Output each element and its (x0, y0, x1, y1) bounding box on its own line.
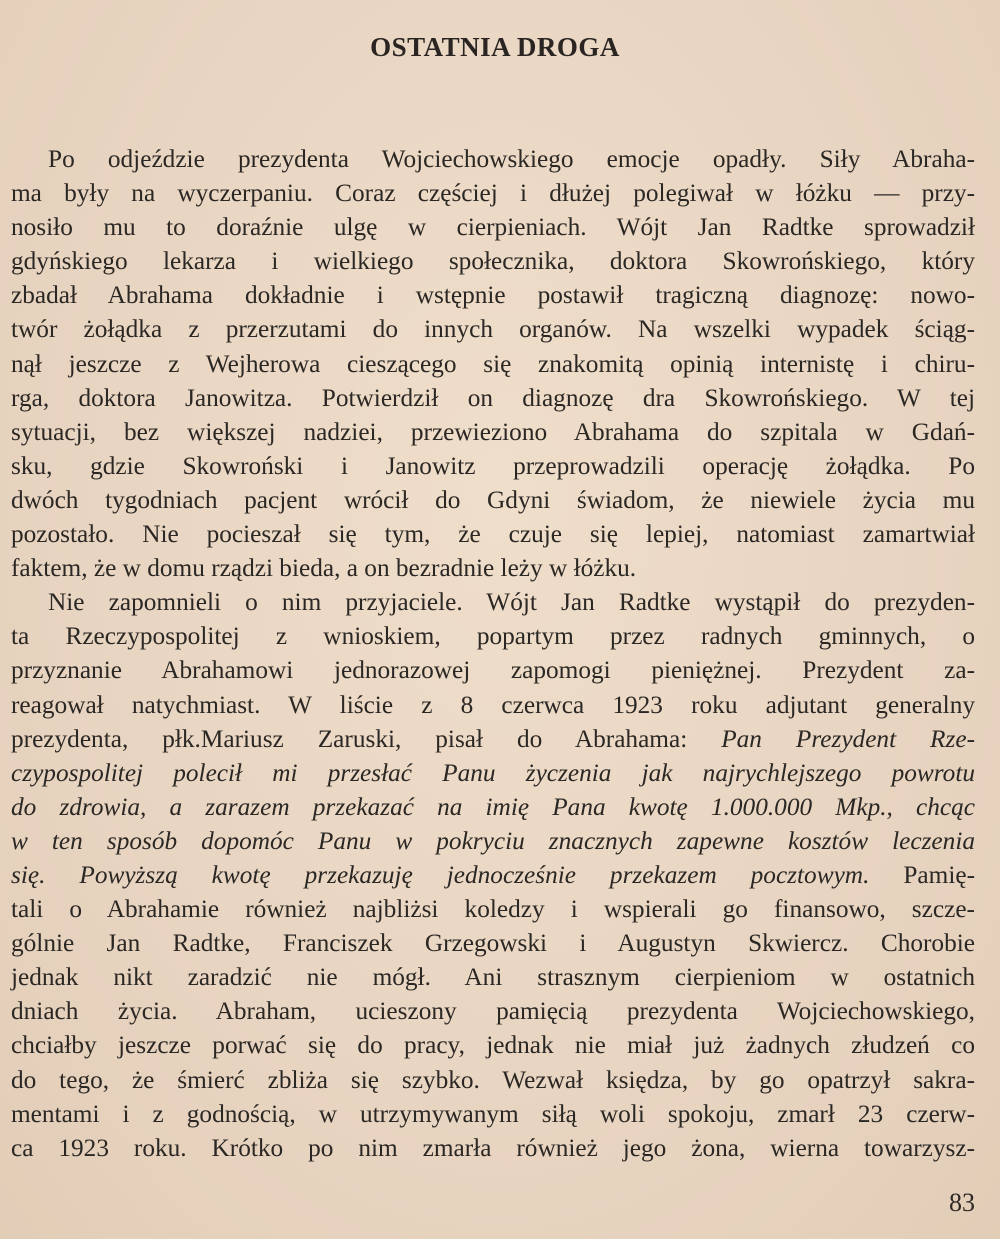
text-line-mixed (11, 722, 975, 756)
text-line: nął jeszcze z Wejherowa cieszącego się znakomitą opinią internistę i chiru- (11, 349, 975, 378)
text-line: Po odjeździe prezydenta Wojciechowskiego emocje opadły. Siły Abraha- (48, 145, 975, 173)
text-line: ta Rzeczypospolitej z wnioskiem, popartym przez radnych gminnych, o (11, 622, 975, 651)
chapter-title: OSTATNIA DROGA (370, 32, 620, 62)
text-line: zbadał Abrahama dokładnie i wstępnie postawił tragiczną diagnozę: nowo- (11, 281, 975, 310)
quote-line: czypospolitej polecił mi przesłać Panu życzenia jak najrychlejszego powrotu (11, 758, 975, 787)
text-line: nosiło mu to doraźnie ulgę w cierpieniach. Wójt Jan Radtke sprowadził (11, 213, 975, 242)
paragraph-end-line: faktem, że w domu rządzi bieda, a on bezradnie leży w łóżku. (11, 554, 637, 583)
text-line: dwóch tygodniach pacjent wrócił do Gdyni świadom, że niewiele życia mu (11, 485, 975, 514)
text-line: gdyńskiego lekarza i wielkiego społecznika, doktora Skowrońskiego, który (11, 247, 975, 276)
text-line: tali o Abrahamie również najbliżsi koledzy i wspierali go finansowo, szcze- (11, 895, 975, 924)
text-line: pozostało. Nie pocieszał się tym, że czuje się lepiej, natomiast zamartwiał (11, 520, 975, 549)
text-line: gólnie Jan Radtke, Franciszek Grzegowski i Augustyn Skwiercz. Chorobie (11, 929, 975, 958)
text-line: ca 1923 roku. Krótko po nim zmarła również jego żona, wierna towarzysz- (11, 1133, 975, 1162)
quote-segment: Pan Prezydent Rze- (721, 724, 975, 753)
text-line-mixed (11, 858, 975, 892)
text-line: ma były na wyczerpaniu. Coraz częściej i dłużej polegiwał w łóżku — przy- (11, 179, 975, 208)
text-line: do tego, że śmierć zbliża się szybko. Wezwał księdza, by go opatrzył sakra- (11, 1065, 975, 1094)
text-line: dniach życia. Abraham, ucieszony pamięcią prezydenta Wojciechowskiego, (11, 997, 975, 1026)
quote-segment: się. Powyższą kwotę przekazuję jednocześnie przekazem pocztowym. (11, 860, 870, 889)
quote-line: do zdrowia, a zarazem przekazać na imię Pana kwotę 1.000.000 Mkp., chcąc (11, 792, 975, 821)
text-line: chciałby jeszcze porwać się do pracy, jednak nie miał już żadnych złudzeń co (11, 1031, 975, 1060)
page-number: 83 (949, 1188, 975, 1217)
body-text (11, 142, 975, 1165)
text-line: sku, gdzie Skowroński i Janowitz przeprowadzili operację żołądka. Po (11, 451, 975, 480)
text-line: twór żołądka z przerzutami do innych organów. Na wszelki wypadek ściąg- (11, 315, 975, 344)
quote-line: w ten sposób dopomóc Panu w pokryciu znacznych zapewne kosztów leczenia (11, 826, 975, 855)
text-line: Nie zapomnieli o nim przyjaciele. Wójt Jan Radtke wystąpił do prezyden- (48, 588, 975, 617)
text-line: przyznanie Abrahamowi jednorazowej zapomogi pieniężnej. Prezydent za- (11, 656, 975, 685)
text-line: sytuacji, bez większej nadziei, przewieziono Abrahama do szpitala w Gdań- (11, 417, 975, 446)
text-segment: prezydenta, płk.Mariusz Zaruski, pisał do Abrahama: (11, 724, 688, 753)
text-segment: Pamię- (903, 860, 975, 889)
text-line: mentami i z godnością, w utrzymywanym siłą woli spokoju, zmarł 23 czerw- (11, 1099, 975, 1128)
text-line: jednak nikt zaradzić nie mógł. Ani strasznym cierpieniom w ostatnich (11, 963, 975, 992)
text-line: rga, doktora Janowitza. Potwierdził on diagnozę dra Skowrońskiego. W tej (11, 383, 975, 412)
text-line: reagował natychmiast. W liście z 8 czerwca 1923 roku adjutant generalny (11, 690, 975, 719)
